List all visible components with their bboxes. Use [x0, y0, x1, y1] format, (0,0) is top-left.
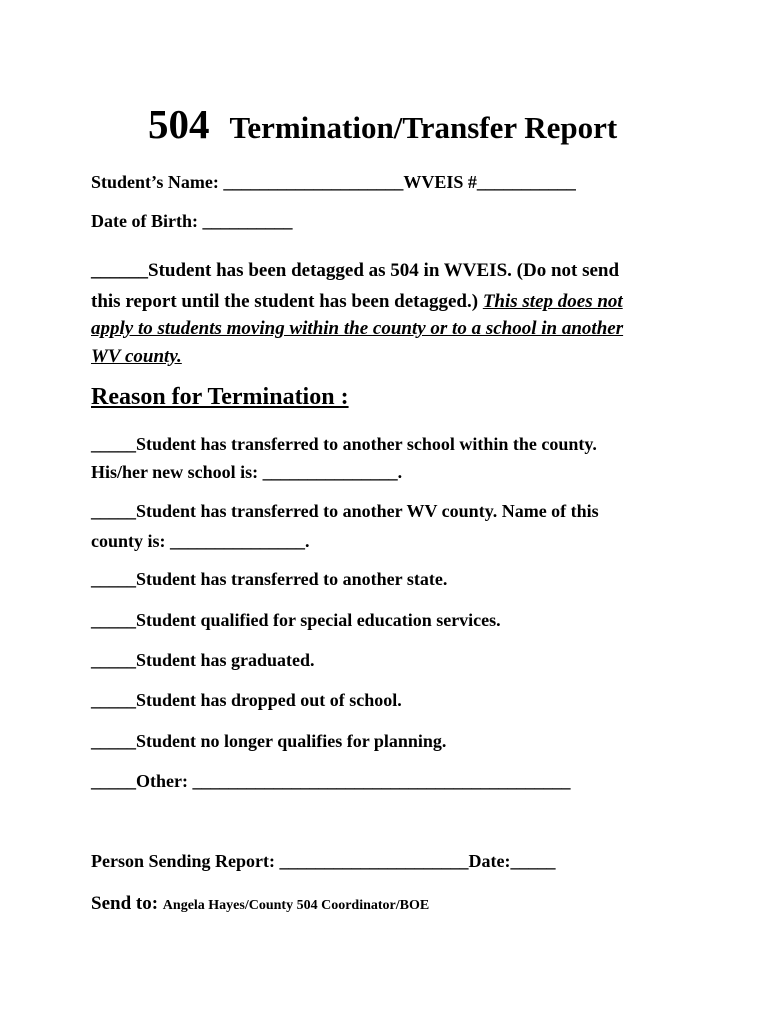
reason-county-school-line-1: _____Student has transferred to another school within the county.: [91, 434, 597, 454]
send-to-line: [91, 889, 429, 920]
reason-county-school-line-2: His/her new school is: _______________.: [91, 462, 403, 482]
detag-note-line-3: apply to students moving within the county or to a school in another: [91, 318, 624, 339]
detag-line-2: [91, 288, 623, 316]
date-of-birth-field: Date of Birth: __________: [91, 211, 293, 231]
reason-special-education: _____Student qualified for special education services.: [91, 610, 501, 630]
detag-note-line-4: WV county.: [91, 346, 182, 367]
person-sending-report-field: Person Sending Report: _____________________Date:_____: [91, 851, 556, 871]
detag-line-2-text: this report until the student has been detagged.): [91, 291, 483, 312]
detag-line-1: ______Student has been detagged as 504 in WVEIS. (Do not send: [91, 260, 620, 281]
detag-note-start: This step does not: [482, 291, 623, 312]
send-to-value: Angela Hayes/County 504 Coordinator/BOE: [162, 898, 430, 913]
reason-heading: Reason for Termination :: [91, 384, 349, 410]
reason-wv-county-line-2: county is: _______________.: [91, 531, 310, 551]
reason-no-longer-qualifies: _____Student no longer qualifies for planning.: [91, 731, 447, 751]
reason-other: _____Other: __________________________________________: [91, 771, 571, 791]
reason-another-state: _____Student has transferred to another state.: [91, 569, 448, 589]
reason-dropped-out: _____Student has dropped out of school.: [91, 690, 402, 710]
title-number: 504: [148, 101, 210, 147]
student-name-field: Student’s Name: ____________________WVEIS #___________: [91, 172, 576, 192]
send-to-label: Send to:: [91, 893, 163, 914]
reason-wv-county-line-1: _____Student has transferred to another WV county. Name of this: [91, 501, 599, 521]
title-text: Termination/Transfer Report: [229, 110, 618, 145]
reason-graduated: _____Student has graduated.: [91, 650, 315, 670]
page-title: [148, 100, 617, 148]
